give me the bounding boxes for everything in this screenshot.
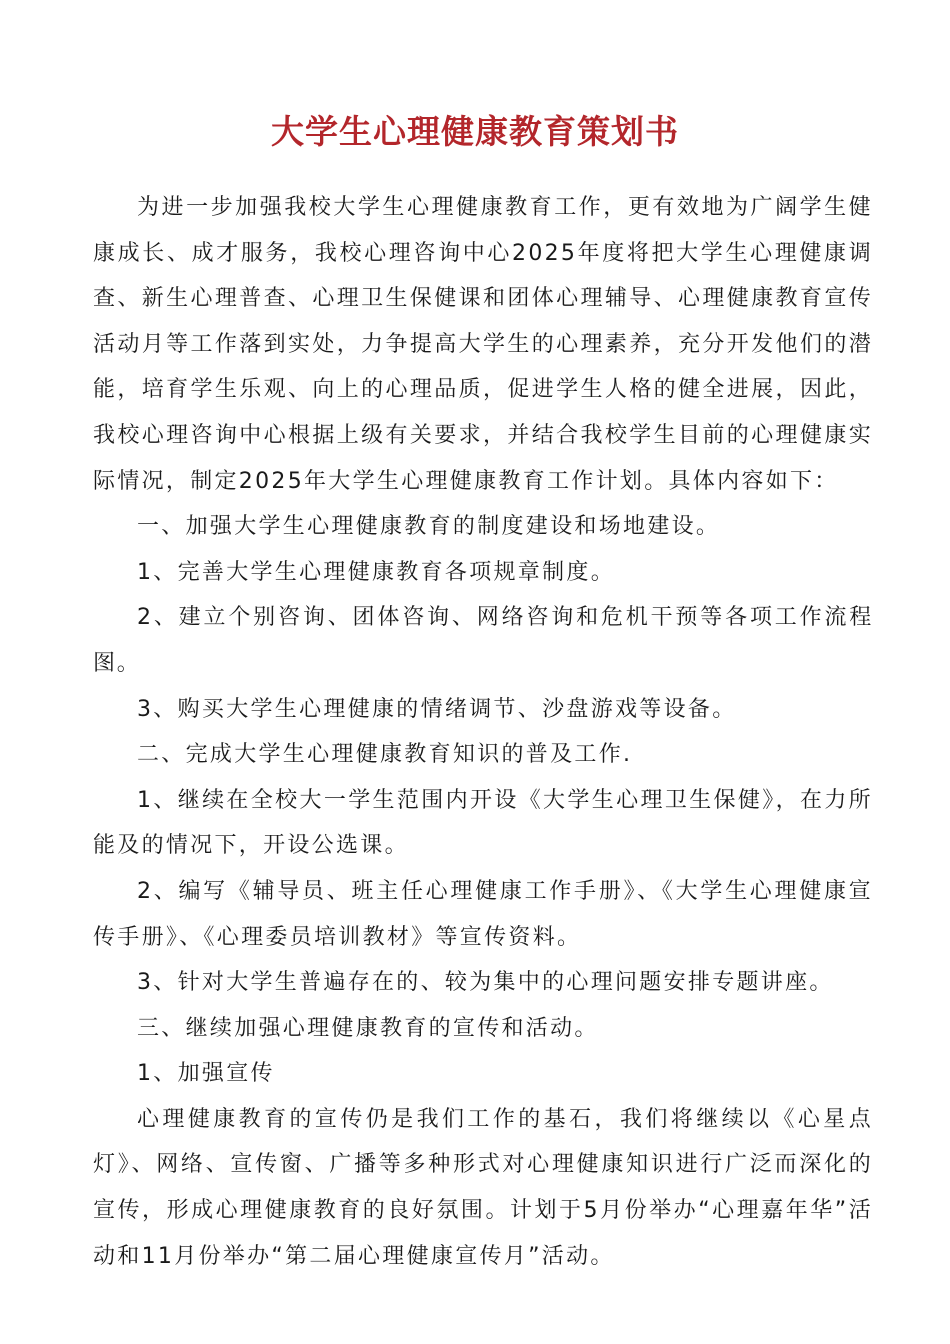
section-heading-2: 二、完成大学生心理健康教育知识的普及工作. (137, 742, 633, 768)
section-1-item-1: 1、完善大学生心理健康教育各项规章制度。 (137, 559, 615, 585)
section-2-item-1: 1、继续在全校大一学生范围内开设《大学生心理卫生保健》，在力所能及的情况下，开设公选课。 (93, 787, 873, 859)
document-body (93, 185, 873, 1279)
intro-paragraph: 为进一步加强我校大学生心理健康教育工作，更有效地为广阔学生健康成长、成才服务，我校心理咨询中心2025年度将把大学生心理健康调查、新生心理普查、心理卫生保健课和团体心理辅导、心理健康教育宣传活动月等工作落到实处，力争提高大学生的心理素养，充分开发他们的潜能，培育学生乐观、向上的心理品质，促进学生人格的健全进展，因此，我校心理咨询中心根据上级有关要求，并结合我校学生目前的心理健康实际情况，制定2025年大学生心理健康教育工作计划。具体内容如下： (93, 195, 873, 494)
section-heading-1: 一、加强大学生心理健康教育的制度建设和场地建设。 (137, 514, 721, 540)
section-1-item-3: 3、购买大学生心理健康的情绪调节、沙盘游戏等设备。 (137, 696, 737, 722)
section-2-item-3: 3、针对大学生普遍存在的、较为集中的心理问题安排专题讲座。 (137, 970, 834, 996)
section-heading-3: 三、继续加强心理健康教育的宣传和活动。 (137, 1015, 599, 1041)
section-3-subheading-1: 1、加强宣传 (137, 1061, 275, 1087)
section-1-item-2: 2、建立个别咨询、团体咨询、网络咨询和危机干预等各项工作流程图。 (93, 605, 873, 676)
section-2-item-2: 2、编写《辅导员、班主任心理健康工作手册》、《大学生心理健康宣传手册》、《心理委员培训教材》等宣传资料。 (93, 878, 873, 950)
section-3-paragraph: 心理健康教育的宣传仍是我们工作的基石，我们将继续以《心星点灯》、网络、宣传窗、广播等多种形式对心理健康知识进行广泛而深化的宣传，形成心理健康教育的良好氛围。计划于5月份举办“心理嘉年华”活动和11月份举办“第二届心理健康宣传月”活动。 (93, 1106, 873, 1269)
document-title: 大学生心理健康教育策划书 (271, 112, 679, 151)
